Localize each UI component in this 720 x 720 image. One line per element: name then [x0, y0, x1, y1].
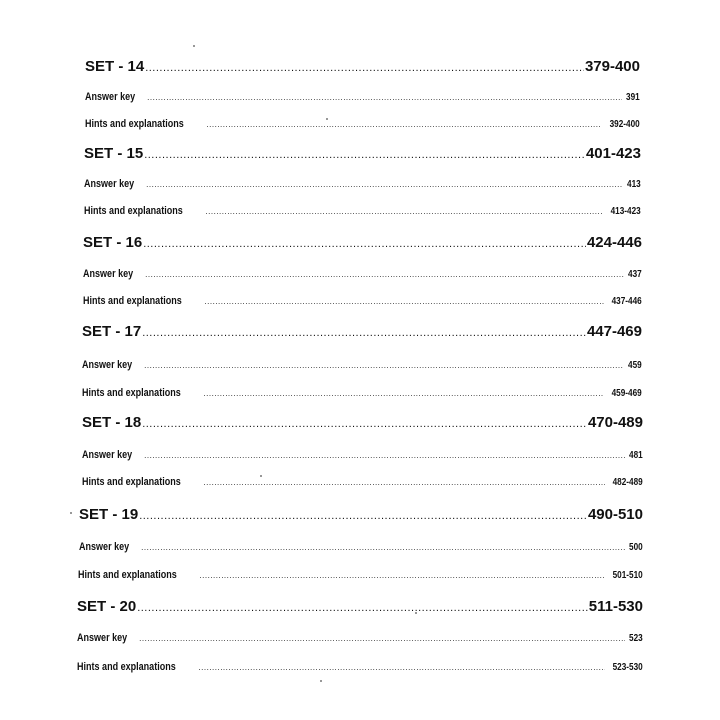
toc-hints-entry [78, 569, 643, 583]
toc-set-entry [84, 145, 641, 167]
scan-speck [193, 45, 195, 47]
dot-leader [142, 418, 587, 430]
answer-key-label: Answer key [79, 541, 130, 553]
dot-leader [203, 389, 604, 398]
hints-label: Hints and explanations [85, 118, 184, 130]
hints-label: Hints and explanations [77, 661, 176, 673]
scan-speck [415, 612, 417, 614]
scan-speck [260, 475, 262, 477]
set-page-range: 424-446 [586, 234, 642, 251]
toc-set-entry [82, 414, 643, 436]
dot-leader [144, 361, 624, 370]
toc-answer-key-entry [79, 541, 643, 555]
hints-page-range: 437-446 [611, 296, 642, 307]
dot-leader [141, 543, 625, 552]
set-title: SET - 14 [85, 58, 145, 75]
set-title: SET - 16 [83, 234, 143, 251]
toc-answer-key-entry [82, 449, 643, 463]
hints-page-range: 501-510 [612, 570, 643, 581]
dot-leader [144, 149, 585, 161]
dot-leader [146, 180, 623, 189]
answer-key-page: 459 [628, 360, 642, 371]
hints-page-range: 523-530 [612, 662, 643, 673]
set-title: SET - 19 [79, 506, 139, 523]
set-title: SET - 18 [82, 414, 142, 431]
set-title: SET - 17 [82, 323, 142, 340]
answer-key-page: 481 [629, 450, 643, 461]
set-page-range: 401-423 [585, 145, 641, 162]
answer-key-label: Answer key [84, 178, 135, 190]
hints-page-range: 482-489 [612, 477, 643, 488]
toc-set-entry [82, 323, 642, 345]
answer-key-page: 500 [629, 542, 643, 553]
set-page-range: 490-510 [587, 506, 643, 523]
set-title: SET - 15 [84, 145, 144, 162]
set-page-range: 470-489 [587, 414, 643, 431]
dot-leader [139, 510, 587, 522]
scan-speck [70, 512, 72, 514]
answer-key-page: 413 [627, 179, 641, 190]
hints-label: Hints and explanations [82, 387, 181, 399]
toc-hints-entry [82, 387, 642, 401]
hints-label: Hints and explanations [78, 569, 177, 581]
toc-answer-key-entry [77, 632, 643, 646]
toc-answer-key-entry [82, 359, 642, 373]
answer-key-label: Answer key [85, 91, 136, 103]
hints-label: Hints and explanations [82, 476, 181, 488]
dot-leader [142, 327, 586, 339]
hints-page-range: 459-469 [611, 388, 642, 399]
set-page-range: 447-469 [586, 323, 642, 340]
toc-hints-entry [83, 295, 642, 309]
toc-answer-key-entry [83, 268, 642, 282]
dot-leader [206, 120, 602, 129]
answer-key-label: Answer key [77, 632, 128, 644]
answer-key-page: 523 [629, 633, 643, 644]
toc-hints-entry [82, 476, 643, 490]
toc-set-entry [85, 58, 640, 80]
set-page-range: 379-400 [584, 58, 640, 75]
dot-leader [139, 634, 625, 643]
dot-leader [143, 238, 586, 250]
dot-leader [205, 207, 603, 216]
set-page-range: 511-530 [588, 598, 643, 615]
toc-set-entry [77, 598, 643, 620]
answer-key-label: Answer key [82, 449, 133, 461]
scan-speck [320, 680, 322, 682]
dot-leader [137, 602, 588, 614]
dot-leader [203, 478, 605, 487]
dot-leader [204, 297, 604, 306]
dot-leader [199, 571, 605, 580]
toc-hints-entry [85, 118, 640, 132]
dot-leader [144, 451, 625, 460]
hints-label: Hints and explanations [83, 295, 182, 307]
toc-hints-entry [77, 661, 643, 675]
toc-hints-entry [84, 205, 641, 219]
scan-speck [326, 118, 328, 120]
hints-label: Hints and explanations [84, 205, 183, 217]
toc-answer-key-entry [85, 91, 640, 105]
hints-page-range: 392-400 [609, 119, 640, 130]
toc-set-entry [79, 506, 643, 528]
hints-page-range: 413-423 [610, 206, 641, 217]
toc-set-entry [83, 234, 642, 256]
dot-leader [145, 62, 584, 74]
answer-key-page: 391 [626, 92, 640, 103]
dot-leader [198, 663, 605, 672]
answer-key-label: Answer key [83, 268, 134, 280]
dot-leader [145, 270, 624, 279]
toc-answer-key-entry [84, 178, 641, 192]
dot-leader [147, 93, 622, 102]
set-title: SET - 20 [77, 598, 137, 615]
answer-key-label: Answer key [82, 359, 133, 371]
answer-key-page: 437 [628, 269, 642, 280]
